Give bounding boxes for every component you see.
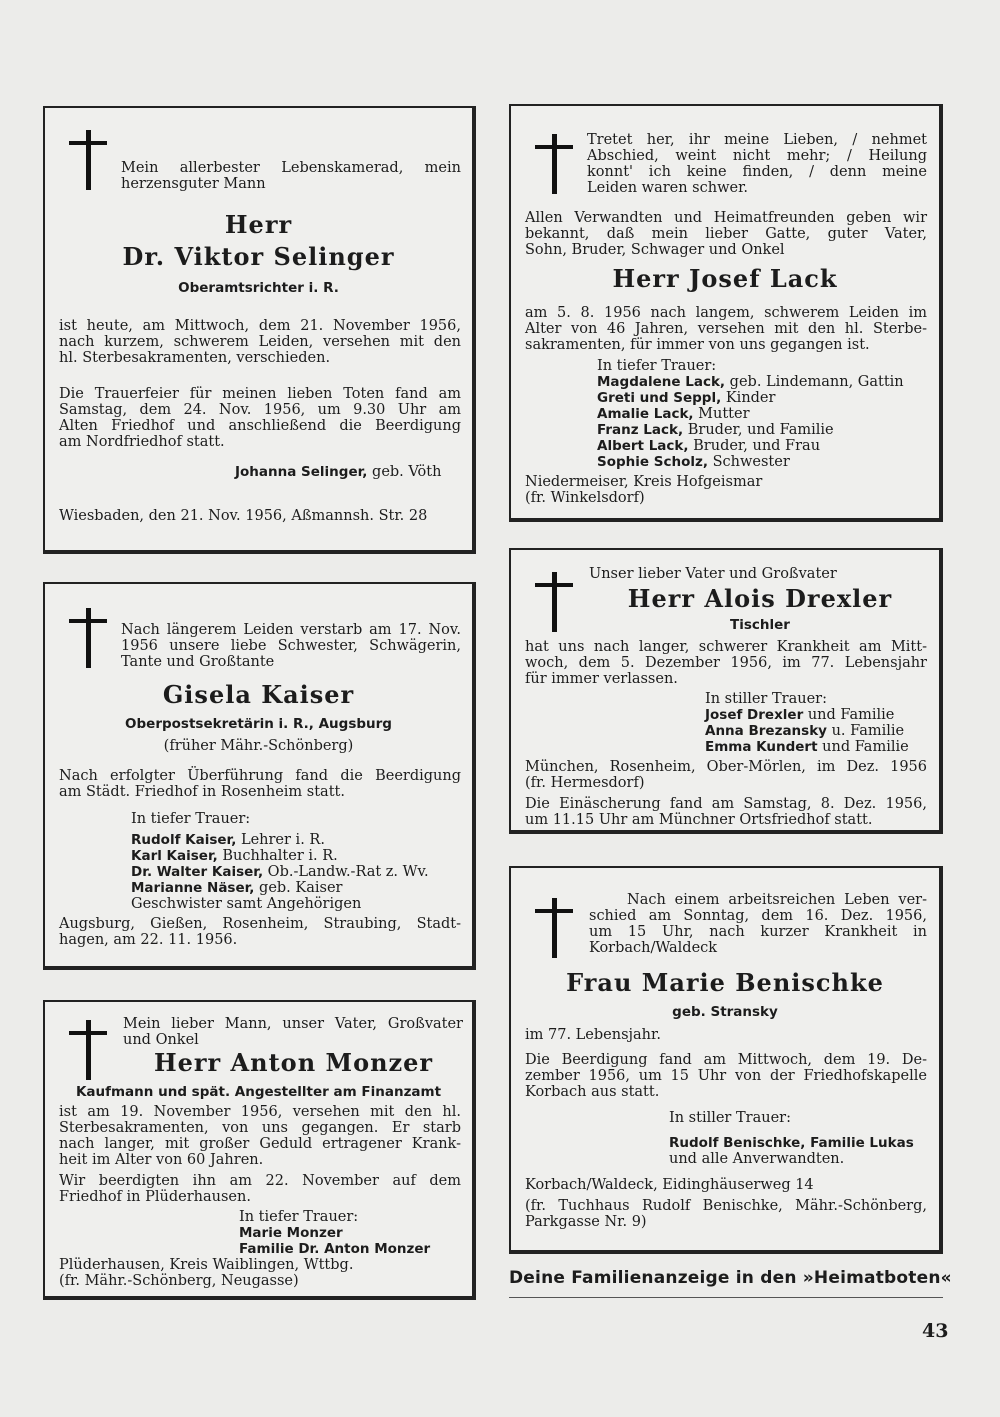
text-line: heit im Alter von 60 Jahren. [59, 1152, 264, 1168]
mourner-rest: Ob.-Landw.-Rat z. Wv. [263, 864, 429, 880]
text-line: Allen Verwandten und Heimatfreunden geben wir [525, 210, 927, 226]
deceased-name: Gisela Kaiser [162, 680, 355, 709]
mourner [131, 864, 429, 880]
text-line: am 5. 8. 1956 nach langem, schwerem Leiden im [525, 305, 927, 321]
text-line: Friedhof in Plüderhausen. [59, 1189, 251, 1205]
text-line: Nach erfolgter Überführung fand die Beerdigung [59, 768, 461, 784]
place-line: Plüderhausen, Kreis Waiblingen, Wttbg. [59, 1257, 354, 1273]
place-line: (fr. Hermesdorf) [525, 775, 645, 791]
place-line: Niedermeiser, Kreis Hofgeismar [525, 474, 763, 490]
place-line: hagen, am 22. 11. 1956. [59, 932, 238, 948]
signer-name: Johanna Selinger, [235, 464, 368, 480]
mourner [597, 390, 775, 406]
mourner [705, 723, 904, 739]
place-line: München, Rosenheim, Ober-Mörlen, im Dez. 1956 [525, 759, 927, 775]
deceased-name: Herr Alois Drexler [627, 584, 893, 613]
mourner-name: Familie Dr. Anton Monzer [239, 1241, 431, 1257]
deceased-title: Tischler [730, 617, 790, 633]
intro-line: Mein allerbester Lebenskamerad, mein [121, 160, 461, 176]
place-line: Korbach/Waldeck, Eidinghäuserweg 14 [525, 1177, 814, 1193]
mourner-name: Magdalene Lack, [597, 374, 726, 390]
text-line: für immer verlassen. [525, 671, 678, 687]
signer-rest: geb. Vöth [367, 464, 442, 480]
intro-line: Korbach/Waldeck [589, 940, 718, 956]
text-line: nach langer, mit großer Geduld ertragener Krank- [59, 1136, 461, 1152]
verse-line: Leiden waren schwer. [587, 180, 749, 196]
deceased-maiden-name: geb. Stransky [672, 1004, 778, 1020]
mourner-rest: und alle Anverwandten. [669, 1151, 845, 1167]
notice-benischke [509, 866, 943, 1254]
signer [235, 464, 441, 480]
mourner-name: Marianne Näser, [131, 880, 255, 896]
notice-selinger [43, 106, 476, 554]
mourner-rest: geb. Kaiser [254, 880, 343, 896]
mourning-label: In tiefer Trauer: [597, 358, 717, 374]
place-line: (fr. Tuchhaus Rudolf Benischke, Mähr.-Schönberg, [525, 1198, 927, 1214]
cross-icon [69, 608, 107, 668]
mourner-rest: Lehrer i. R. [236, 832, 325, 848]
mourning-label: In stiller Trauer: [705, 691, 827, 707]
text-line: am Nordfriedhof statt. [59, 434, 225, 450]
text-line: hat uns nach langer, schwerer Krankheit am Mitt- [525, 639, 927, 655]
place-line: Augsburg, Gießen, Rosenheim, Straubing, Stadt- [59, 916, 461, 932]
text-line: ist heute, am Mittwoch, dem 21. November 1956, [59, 318, 461, 334]
mourning-label: In stiller Trauer: [669, 1110, 791, 1126]
notice-lack [509, 104, 943, 522]
place-line: (fr. Winkelsdorf) [525, 490, 645, 506]
mourner-name: Greti und Seppl, [597, 390, 722, 406]
mourner-rest: Bruder, und Familie [683, 422, 834, 438]
verse-line: Abschied, weint nicht mehr; / Heilung [587, 148, 927, 164]
text-line: Samstag, dem 24. Nov. 1956, um 9.30 Uhr am [59, 402, 461, 418]
mourning-label: In tiefer Trauer: [239, 1209, 359, 1225]
mourner-name: Emma Kundert [705, 739, 818, 755]
place-line: (fr. Mähr.-Schönberg, Neugasse) [59, 1273, 299, 1289]
mourner-name: Anna Brezansky [705, 723, 827, 739]
text-line: bekannt, daß mein lieber Gatte, guter Vater, [525, 226, 927, 242]
intro-line: Mein lieber Mann, unser Vater, Großvater [123, 1016, 463, 1032]
text-line: Korbach aus statt. [525, 1084, 660, 1100]
verse-line: konnt' ich keine finden, / denn meine [587, 164, 927, 180]
mourner-rest: Buchhalter i. R. [217, 848, 338, 864]
mourner-name: Albert Lack, [597, 438, 689, 454]
cross-icon [535, 134, 573, 194]
mourner-name: Marie Monzer [239, 1225, 343, 1241]
intro-line: herzensguter Mann [121, 176, 266, 192]
text-line: am Städt. Friedhof in Rosenheim statt. [59, 784, 345, 800]
text-line: Wir beerdigten ihn am 22. November auf dem [59, 1173, 461, 1189]
mourner-name: Rudolf Kaiser, [131, 832, 237, 848]
text-line: Die Beerdigung fand am Mittwoch, dem 19. De- [525, 1052, 927, 1068]
notice-kaiser [43, 582, 476, 970]
intro-line: Unser lieber Vater und Großvater [589, 566, 837, 582]
deceased-name: Frau Marie Benischke [566, 968, 884, 997]
mourner [705, 707, 894, 723]
mourning-label: In tiefer Trauer: [131, 811, 251, 827]
mourner-name: Franz Lack, [597, 422, 684, 438]
mourner [705, 739, 909, 755]
mourner [597, 422, 834, 438]
mourner-rest: Geschwister samt Angehörigen [131, 896, 362, 912]
place-line: Parkgasse Nr. 9) [525, 1214, 647, 1230]
place-date: Wiesbaden, den 21. Nov. 1956, Aßmannsh. Str. 28 [59, 508, 428, 524]
intro-line: 1956 unsere liebe Schwester, Schwägerin, [121, 638, 461, 654]
mourner-rest: Schwester [707, 454, 790, 470]
mourner [131, 832, 325, 848]
intro-line: schied am Sonntag, dem 16. Dez. 1956, [589, 908, 927, 924]
mourner-name: Josef Drexler [705, 707, 804, 723]
mourner [131, 848, 338, 864]
text-line: Die Trauerfeier für meinen lieben Toten fand am [59, 386, 461, 402]
mourner-rest: Kinder [721, 390, 776, 406]
text-line: nach kurzem, schwerem Leiden, versehen mit den [59, 334, 461, 350]
mourner-rest: Bruder, und Frau [688, 438, 821, 454]
mourner-rest: u. Familie [826, 723, 905, 739]
deceased-name: Dr. Viktor Selinger [122, 242, 395, 271]
cross-icon [69, 130, 107, 190]
mourner-rest: Mutter [693, 406, 750, 422]
text-line: Sohn, Bruder, Schwager und Onkel [525, 242, 785, 258]
mourner [597, 438, 820, 454]
mourner [131, 896, 361, 912]
intro-line: Nach einem arbeitsreichen Leben ver- [627, 892, 927, 908]
mourner-rest: und Familie [817, 739, 909, 755]
deceased-name: Herr Josef Lack [612, 264, 838, 293]
footer-divider [509, 1297, 943, 1298]
age-line: im 77. Lebensjahr. [525, 1027, 661, 1043]
deceased-title: Oberamtsrichter i. R. [178, 280, 339, 296]
mourner-rest: geb. Lindemann, Gattin [725, 374, 904, 390]
intro-line: Tante und Großtante [121, 654, 275, 670]
mourner-name: Amalie Lack, [597, 406, 694, 422]
text-line: zember 1956, um 15 Uhr von der Friedhofskapelle [525, 1068, 927, 1084]
text-line: hl. Sterbesakramenten, verschieden. [59, 350, 331, 366]
text-line: Die Einäscherung fand am Samstag, 8. Dez. 1956, [525, 796, 927, 812]
intro-line: Nach längerem Leiden verstarb am 17. Nov. [121, 622, 461, 638]
mourner-name: Rudolf Benischke, Familie Lukas [669, 1135, 914, 1151]
mourner [597, 454, 790, 470]
text-line: woch, dem 5. Dezember 1956, im 77. Lebensjahr [525, 655, 927, 671]
deceased-name: Herr [224, 210, 293, 239]
mourner-name: Karl Kaiser, [131, 848, 218, 864]
notice-monzer [43, 1000, 476, 1300]
former-residence: (früher Mähr.-Schönberg) [163, 738, 354, 754]
cross-icon [535, 572, 573, 632]
cross-icon [535, 898, 573, 958]
deceased-name: Herr Anton Monzer [153, 1048, 434, 1077]
verse-line: Tretet her, ihr meine Lieben, / nehmet [587, 132, 927, 148]
mourner [597, 406, 750, 422]
intro-line: um 15 Uhr, nach kurzer Krankheit in [589, 924, 927, 940]
intro-line: und Onkel [123, 1032, 199, 1048]
notice-drexler [509, 548, 943, 834]
text-line: ist am 19. November 1956, versehen mit den hl. [59, 1104, 461, 1120]
text-line: Sterbesakramenten, von uns gegangen. Er starb [59, 1120, 461, 1136]
text-line: Alten Friedhof und anschließend die Beerdigung [59, 418, 461, 434]
mourner-name: Dr. Walter Kaiser, [131, 864, 264, 880]
page-number: 43 [922, 1320, 949, 1342]
mourner-rest: und Familie [803, 707, 895, 723]
mourner-name: Sophie Scholz, [597, 454, 708, 470]
mourner [131, 880, 342, 896]
text-line: sakramenten, für immer von uns gegangen ist. [525, 337, 870, 353]
text-line: um 11.15 Uhr am Münchner Ortsfriedhof statt. [525, 812, 873, 828]
deceased-title: Oberpostsekretärin i. R., Augsburg [125, 716, 392, 732]
footer-advertisement: Deine Familienanzeige in den »Heimatboten« [509, 1268, 952, 1288]
text-line: Alter von 46 Jahren, versehen mit den hl. Sterbe- [525, 321, 927, 337]
mourner [597, 374, 904, 390]
cross-icon [69, 1020, 107, 1080]
deceased-title: Kaufmann und spät. Angestellter am Finanzamt [75, 1084, 442, 1100]
